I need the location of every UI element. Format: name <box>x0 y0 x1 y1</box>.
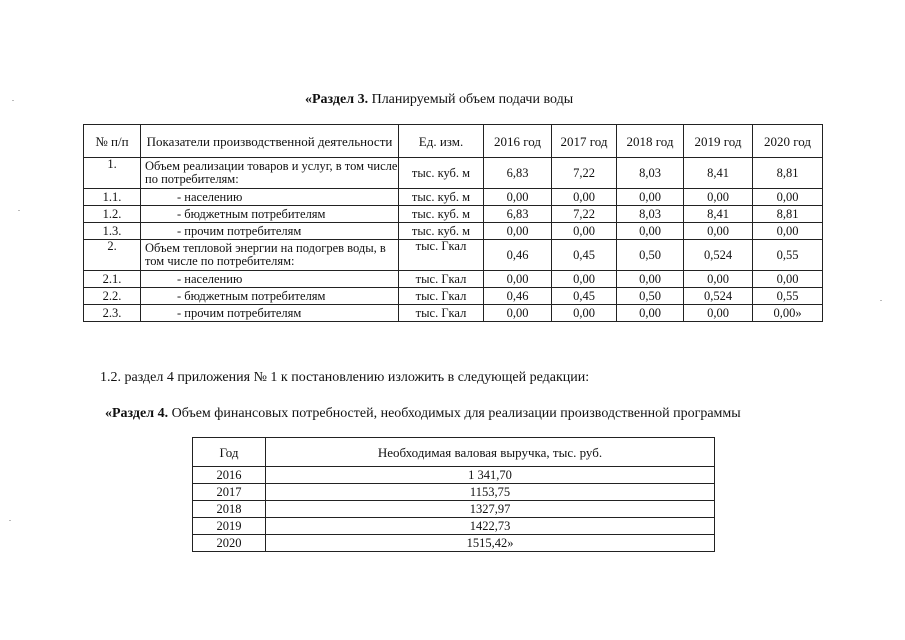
row-value: 0,524 <box>684 288 753 305</box>
row-value: 0,00 <box>753 189 823 206</box>
row-value: 0,00 <box>617 223 684 240</box>
table-row <box>193 535 715 552</box>
row-number: 2.3. <box>84 305 141 322</box>
row-value: 0,00 <box>484 271 552 288</box>
row-year: 2020 <box>193 535 266 552</box>
section3-title <box>305 92 573 108</box>
row-value: 0,55 <box>753 288 823 305</box>
row-number: 1.1. <box>84 189 141 206</box>
row-value: 6,83 <box>484 158 552 189</box>
table-row <box>193 501 715 518</box>
header-cell: 2019 год <box>684 125 753 158</box>
header-cell: Необходимая валовая выручка, тыс. руб. <box>266 438 715 467</box>
row-unit: тыс. куб. м <box>399 158 484 189</box>
section4-title-rest: Объем финансовых потребностей, необходимых для реализации производственной программы <box>168 406 741 421</box>
row-value: 0,00 <box>684 271 753 288</box>
table-row <box>193 484 715 501</box>
row-value: 0,00 <box>552 223 617 240</box>
header-cell: Ед. изм. <box>399 125 484 158</box>
header-cell: 2017 год <box>552 125 617 158</box>
row-value: 0,00 <box>484 223 552 240</box>
row-name: Объем реализации товаров и услуг, в том числе по потребителям: <box>141 158 399 189</box>
row-value: 0,524 <box>684 240 753 271</box>
row-revenue: 1153,75 <box>266 484 715 501</box>
row-value: 0,00 <box>552 189 617 206</box>
row-value: 8,81 <box>753 158 823 189</box>
row-name: - бюджетным потребителям <box>141 206 399 223</box>
row-value: 0,46 <box>484 240 552 271</box>
row-value: 0,46 <box>484 288 552 305</box>
row-revenue: 1422,73 <box>266 518 715 535</box>
row-value: 0,00 <box>684 189 753 206</box>
table-row <box>193 518 715 535</box>
row-value: 8,41 <box>684 158 753 189</box>
table-header-row <box>193 438 715 467</box>
revenue-table <box>192 437 715 552</box>
row-value: 0,00 <box>552 271 617 288</box>
row-name: - прочим потребителям <box>141 223 399 240</box>
table-row <box>84 271 823 288</box>
row-year: 2018 <box>193 501 266 518</box>
row-revenue: 1327,97 <box>266 501 715 518</box>
header-cell: Показатели производственной деятельности <box>141 125 399 158</box>
header-cell: № п/п <box>84 125 141 158</box>
row-number: 2.1. <box>84 271 141 288</box>
scan-speck <box>9 520 11 521</box>
scan-speck <box>12 100 14 101</box>
section4-title-bold: «Раздел 4. <box>105 406 169 421</box>
table-row <box>84 158 823 189</box>
row-value: 0,00 <box>617 305 684 322</box>
row-number: 1.2. <box>84 206 141 223</box>
row-unit: тыс. куб. м <box>399 206 484 223</box>
row-value: 8,03 <box>617 206 684 223</box>
row-number: 2.2. <box>84 288 141 305</box>
row-value: 0,45 <box>552 240 617 271</box>
table-row <box>84 223 823 240</box>
row-value: 7,22 <box>552 158 617 189</box>
row-value: 0,00 <box>484 305 552 322</box>
table-row <box>84 240 823 271</box>
row-value: 0,50 <box>617 288 684 305</box>
clause-text: 1.2. раздел 4 приложения № 1 к постановлению изложить в следующей редакции: <box>100 370 590 385</box>
table-row <box>193 467 715 484</box>
section4-title <box>105 406 741 422</box>
row-unit: тыс. куб. м <box>399 189 484 206</box>
row-year: 2016 <box>193 467 266 484</box>
row-name: - населению <box>141 189 399 206</box>
row-revenue: 1 341,70 <box>266 467 715 484</box>
row-name: - прочим потребителям <box>141 305 399 322</box>
table-row <box>84 189 823 206</box>
row-value: 0,00 <box>552 305 617 322</box>
row-value: 0,50 <box>617 240 684 271</box>
table-row <box>84 305 823 322</box>
scan-speck <box>18 210 20 211</box>
row-unit: тыс. Гкал <box>399 305 484 322</box>
row-number: 1. <box>84 158 141 189</box>
section3-title-bold: «Раздел 3. <box>305 92 369 107</box>
row-revenue: 1515,42» <box>266 535 715 552</box>
header-cell: 2020 год <box>753 125 823 158</box>
row-value: 0,45 <box>552 288 617 305</box>
row-value: 0,00 <box>684 305 753 322</box>
scan-speck <box>880 300 882 301</box>
row-value: 0,55 <box>753 240 823 271</box>
row-value: 0,00 <box>484 189 552 206</box>
row-value: 0,00 <box>617 271 684 288</box>
header-cell: 2018 год <box>617 125 684 158</box>
row-number: 1.3. <box>84 223 141 240</box>
table-header-row <box>84 125 823 158</box>
row-name: - населению <box>141 271 399 288</box>
row-value: 7,22 <box>552 206 617 223</box>
row-value: 8,03 <box>617 158 684 189</box>
row-value: 8,41 <box>684 206 753 223</box>
row-value: 0,00» <box>753 305 823 322</box>
row-unit: тыс. Гкал <box>399 288 484 305</box>
row-name: Объем тепловой энергии на подогрев воды, в том числе по потребителям: <box>141 240 399 271</box>
row-unit: тыс. Гкал <box>399 271 484 288</box>
header-cell: Год <box>193 438 266 467</box>
row-value: 0,00 <box>753 223 823 240</box>
table-row <box>84 288 823 305</box>
row-year: 2019 <box>193 518 266 535</box>
row-value: 0,00 <box>753 271 823 288</box>
row-year: 2017 <box>193 484 266 501</box>
row-value: 0,00 <box>684 223 753 240</box>
table-row <box>84 206 823 223</box>
header-cell: 2016 год <box>484 125 552 158</box>
row-value: 0,00 <box>617 189 684 206</box>
row-unit: тыс. куб. м <box>399 223 484 240</box>
section3-title-rest: Планируемый объем подачи воды <box>368 92 574 107</box>
row-number: 2. <box>84 240 141 271</box>
row-name: - бюджетным потребителям <box>141 288 399 305</box>
water-supply-table <box>83 124 823 322</box>
row-unit: тыс. Гкал <box>399 240 484 271</box>
row-value: 8,81 <box>753 206 823 223</box>
row-value: 6,83 <box>484 206 552 223</box>
